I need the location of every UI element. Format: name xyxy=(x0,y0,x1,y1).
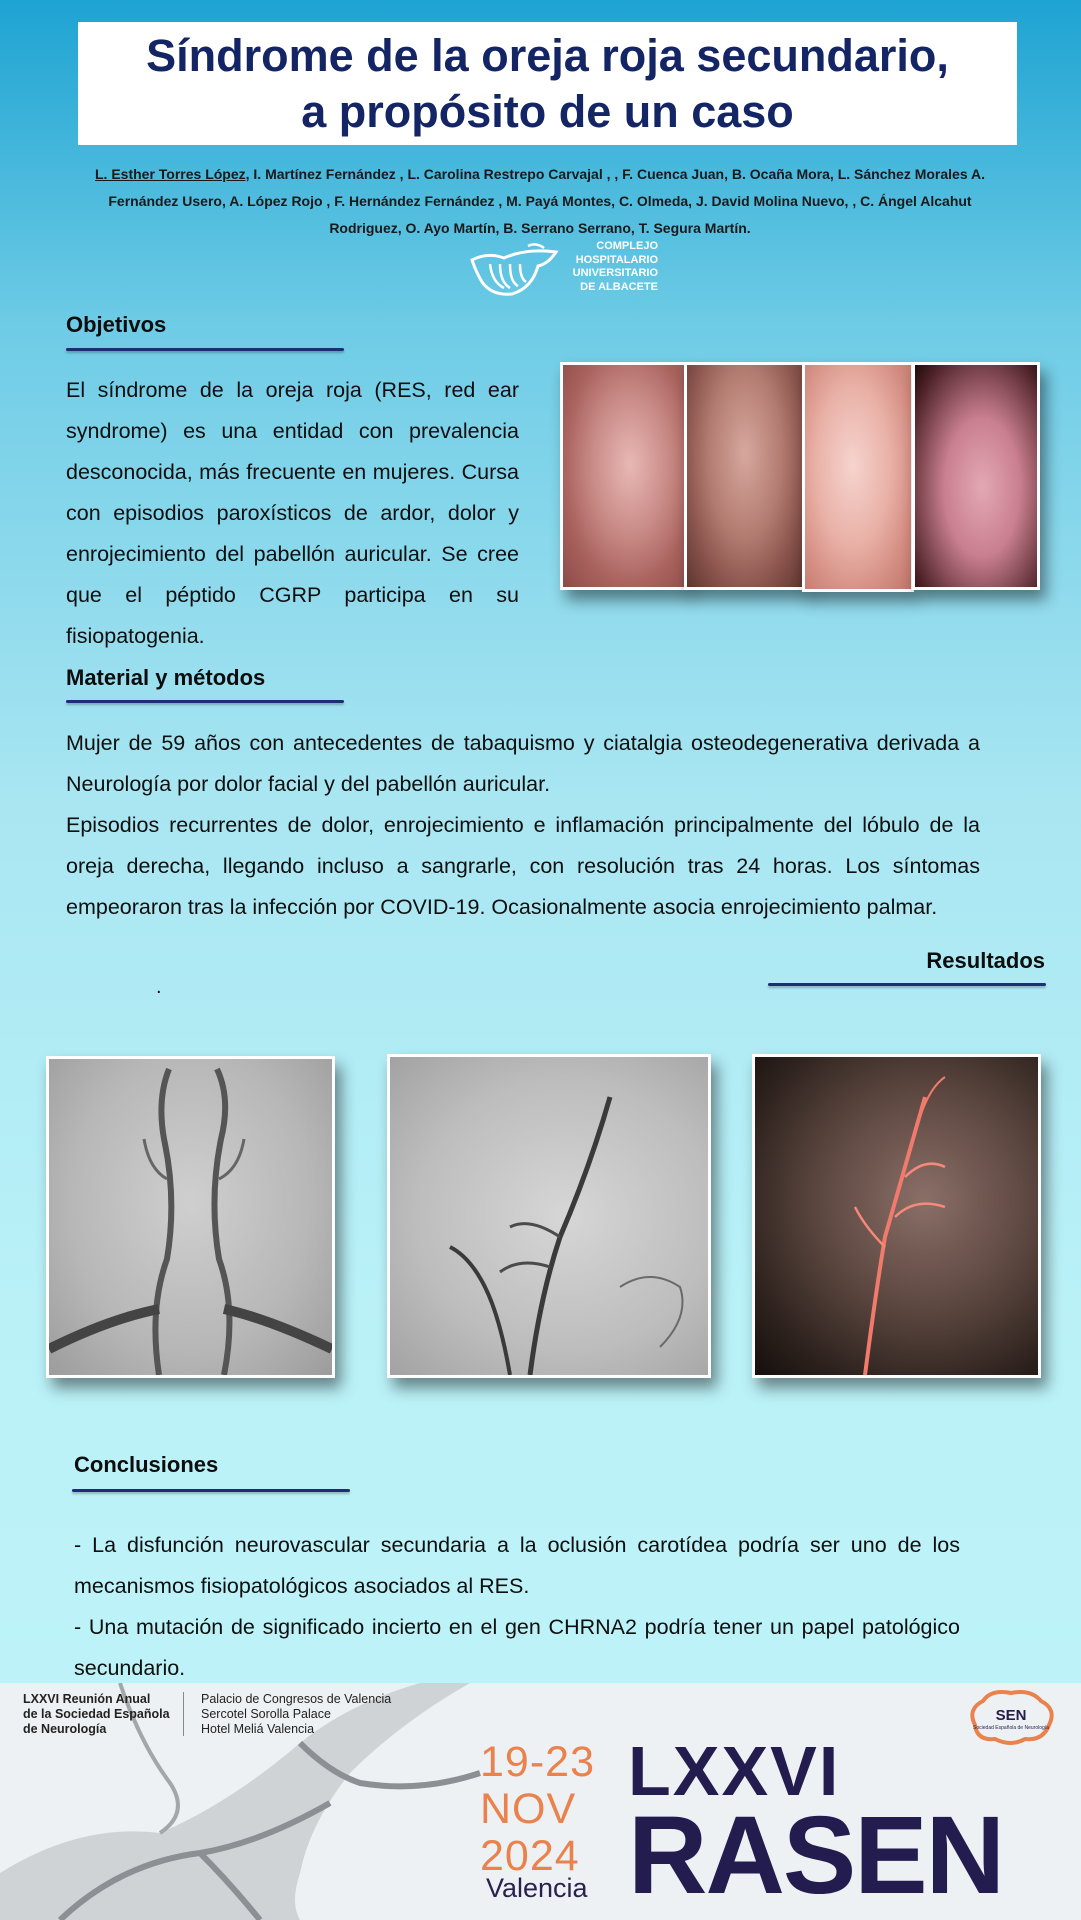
org-line: de Neurología xyxy=(23,1722,107,1736)
co-authors: I. Martínez Fernández , L. Carolina Restrepo Carvajal , , F. Cuenca Juan, B. Ocaña Mora, L. Sánchez Morales A. Fernández Usero, A. López Rojo , F. Hernández Fernández , M. Payá Montes, C. Olmeda, J. David Molina Nuevo, , C. Ángel Alcahut Rodriguez, O. Ayo Martín, B. Serrano Serrano, T. Segura Martín. xyxy=(108,166,985,236)
conclusion-item-2: - Una mutación de significado incierto en el gen CHRNA2 podría tener un papel patológico secundario. xyxy=(74,1615,960,1680)
author-list xyxy=(80,161,1000,242)
objetivos-heading: Objetivos xyxy=(66,312,167,337)
conclusiones-rule xyxy=(72,1489,350,1492)
title-box xyxy=(78,22,1017,145)
logo-line: DE ALBACETE xyxy=(580,280,658,293)
angiography-lateral-vessels xyxy=(390,1057,708,1375)
logo-line: UNIVERSITARIO xyxy=(572,267,658,279)
ear-photo-2 xyxy=(684,362,806,590)
sen-title: SEN xyxy=(995,1707,1027,1724)
banner-separator xyxy=(183,1692,184,1736)
logo-line: HOSPITALARIO xyxy=(575,253,658,266)
angiography-frontal-image xyxy=(46,1056,335,1378)
angiography-frontal-vessels xyxy=(49,1059,332,1375)
congress-dates xyxy=(480,1739,595,1880)
material-rule xyxy=(66,700,344,703)
material-paragraph-2: Episodios recurrentes de dolor, enrojecimiento e inflamación principalmente del lóbulo de la oreja derecha, llegando incluso a sangrarle, con resolución tras 24 horas. Los síntomas empeoraron tras la infección por COVID-19. Ocasionalmente asocia enrojecimiento palmar. xyxy=(66,813,980,919)
material-heading: Material y métodos xyxy=(66,665,266,690)
dates-month: NOV xyxy=(480,1785,577,1833)
poster-title xyxy=(146,28,949,140)
conclusiones-text xyxy=(74,1525,960,1689)
resultados-rule xyxy=(768,983,1046,986)
objetivos-paragraph: El síndrome de la oreja roja (RES, red ear syndrome) es una entidad con prevalencia desconocida, más frecuente en mujeres. Cursa con episodios paroxísticos de ardor, dolor y enrojecimiento del pabellón auricular. Se cree que el péptido CGRP participa en su fisiopatogenia. xyxy=(66,378,519,648)
material-paragraph-1: Mujer de 59 años con antecedentes de tabaquismo y ciatalgia osteodegenerativa derivada a Neurología por dolor facial y del pabellón auricular. xyxy=(66,731,980,796)
ear-photo-1 xyxy=(560,362,688,590)
congress-city: Valencia xyxy=(486,1873,588,1903)
venue-line: Palacio de Congresos de Valencia xyxy=(201,1692,392,1706)
ct-3d-vessels xyxy=(755,1057,1038,1375)
stray-dot: . xyxy=(156,976,162,998)
conclusiones-heading: Conclusiones xyxy=(74,1452,219,1477)
objetivos-text xyxy=(66,370,519,657)
hospital-logo xyxy=(468,240,658,300)
conclusion-item-1: - La disfunción neurovascular secundaria a la oclusión carotídea podría ser uno de los mecanismos fisiopatológicos asociados al RES. xyxy=(74,1533,960,1598)
title-line-1: Síndrome de la oreja roja secundario, xyxy=(146,29,949,81)
congress-organizer xyxy=(23,1692,170,1737)
congress-banner xyxy=(0,1683,1081,1920)
material-text xyxy=(66,723,980,928)
resultados-heading: Resultados xyxy=(926,948,1045,973)
org-line: de la Sociedad Española xyxy=(23,1707,170,1721)
angiography-lateral-image xyxy=(387,1054,711,1378)
congress-venue xyxy=(201,1692,391,1737)
dates-days: 19-23 xyxy=(480,1738,595,1786)
hospital-logo-icon xyxy=(468,242,560,298)
org-line: LXXVI Reunión Anual xyxy=(23,1692,151,1706)
ear-photo-3 xyxy=(802,362,914,592)
palm-photo xyxy=(912,362,1040,590)
logo-line: COMPLEJO xyxy=(596,240,658,252)
ct-3d-reconstruction-image xyxy=(752,1054,1041,1378)
congress-name: RASEN xyxy=(628,1794,1004,1917)
sen-subtitle: Sociedad Española de Neurología xyxy=(973,1725,1049,1731)
objetivos-rule xyxy=(66,348,344,351)
venue-line: Sercotel Sorolla Palace xyxy=(201,1707,331,1721)
title-line-2: a propósito de un caso xyxy=(301,85,794,137)
first-author: L. Esther Torres López, xyxy=(94,166,250,182)
dates-year: 2024 xyxy=(480,1832,580,1880)
congress-edition: LXXVI xyxy=(628,1732,841,1810)
sen-logo xyxy=(965,1689,1057,1747)
hospital-logo-text xyxy=(558,240,658,294)
venue-line: Hotel Meliá Valencia xyxy=(201,1722,315,1736)
